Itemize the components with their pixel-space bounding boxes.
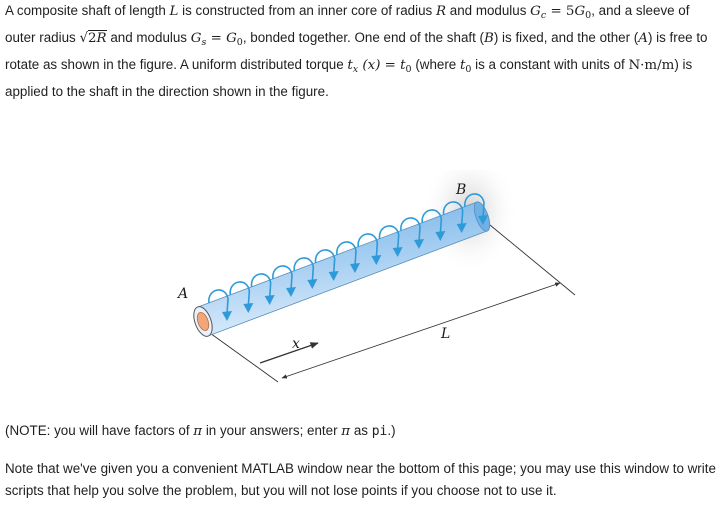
- math-G: G: [530, 4, 541, 19]
- sqrt-symbol: √: [79, 31, 88, 46]
- text-run: ) is fixed, and the other (: [493, 30, 639, 45]
- text-run: as: [350, 423, 372, 438]
- math-sub-c: c: [540, 10, 547, 21]
- math-R: R: [435, 4, 447, 19]
- text-run: and modulus: [446, 3, 531, 18]
- text-run: in your answers; enter: [202, 423, 342, 438]
- text-run: A composite shaft of length: [5, 3, 170, 18]
- math-pi: π: [193, 424, 203, 439]
- extension-line: [490, 225, 575, 295]
- math-t: t: [347, 58, 353, 73]
- math-sub-x: x: [352, 64, 359, 75]
- math-sub-0: 0: [465, 64, 472, 75]
- math-sub-s: s: [201, 37, 207, 48]
- text-run: .): [387, 423, 396, 438]
- units: N·m: [628, 58, 658, 73]
- math-t: t: [400, 58, 406, 73]
- text-run: (NOTE: you will have factors of: [5, 423, 194, 438]
- label-x: x: [292, 336, 300, 352]
- code-pi: pi: [371, 424, 388, 439]
- text-run: ) is free to rotate as shown in the figure. A uniform distributed torque: [5, 30, 708, 72]
- text-run: ) is applied to the shaft in the direction shown in the figure.: [5, 57, 693, 99]
- label-B: B: [456, 182, 467, 198]
- note-matlab: Note that we've given you a convenient MATLAB window near the bottom of this page; you may use this window to write scripts that help you solve the problem, but you will not lose points if you choose not to use it.: [5, 461, 716, 498]
- dimension-line-L: [282, 283, 560, 378]
- math-L: L: [169, 4, 179, 19]
- text-run: is a constant with units of: [471, 57, 629, 72]
- math-t: t: [459, 58, 466, 73]
- math-G: G: [190, 31, 202, 46]
- problem-statement: [5, 0, 723, 103]
- text-run: is constructed from an inner core of radius: [178, 3, 436, 18]
- math-arg: (x) =: [358, 58, 401, 73]
- units: /: [657, 58, 662, 73]
- math-G: G: [226, 31, 237, 46]
- math-sub-0: 0: [405, 64, 412, 75]
- math-G: G: [574, 4, 586, 19]
- shaft-body: [198, 202, 487, 336]
- shaft-figure: [170, 170, 590, 390]
- math-eq: =: [206, 31, 227, 46]
- math-sub-0: 0: [585, 10, 592, 21]
- units: m: [661, 58, 675, 73]
- sqrt-arg: 2: [87, 31, 97, 46]
- extension-line: [203, 328, 278, 382]
- text-run: and modulus: [106, 30, 191, 45]
- math-eq: = 5: [546, 4, 575, 19]
- text-run: , bonded together. One end of the shaft (: [242, 30, 485, 45]
- text-run: (where: [411, 57, 460, 72]
- note-pi: [5, 420, 723, 443]
- math-sub-0: 0: [236, 37, 243, 48]
- math-B: B: [484, 31, 494, 46]
- label-A: A: [178, 286, 189, 302]
- math-R: R: [96, 31, 107, 46]
- math-pi: π: [341, 424, 351, 439]
- x-axis-arrow: [260, 343, 318, 363]
- text-run: , and a sleeve of outer radius: [5, 3, 690, 45]
- label-L: L: [441, 326, 451, 342]
- math-A: A: [638, 31, 648, 46]
